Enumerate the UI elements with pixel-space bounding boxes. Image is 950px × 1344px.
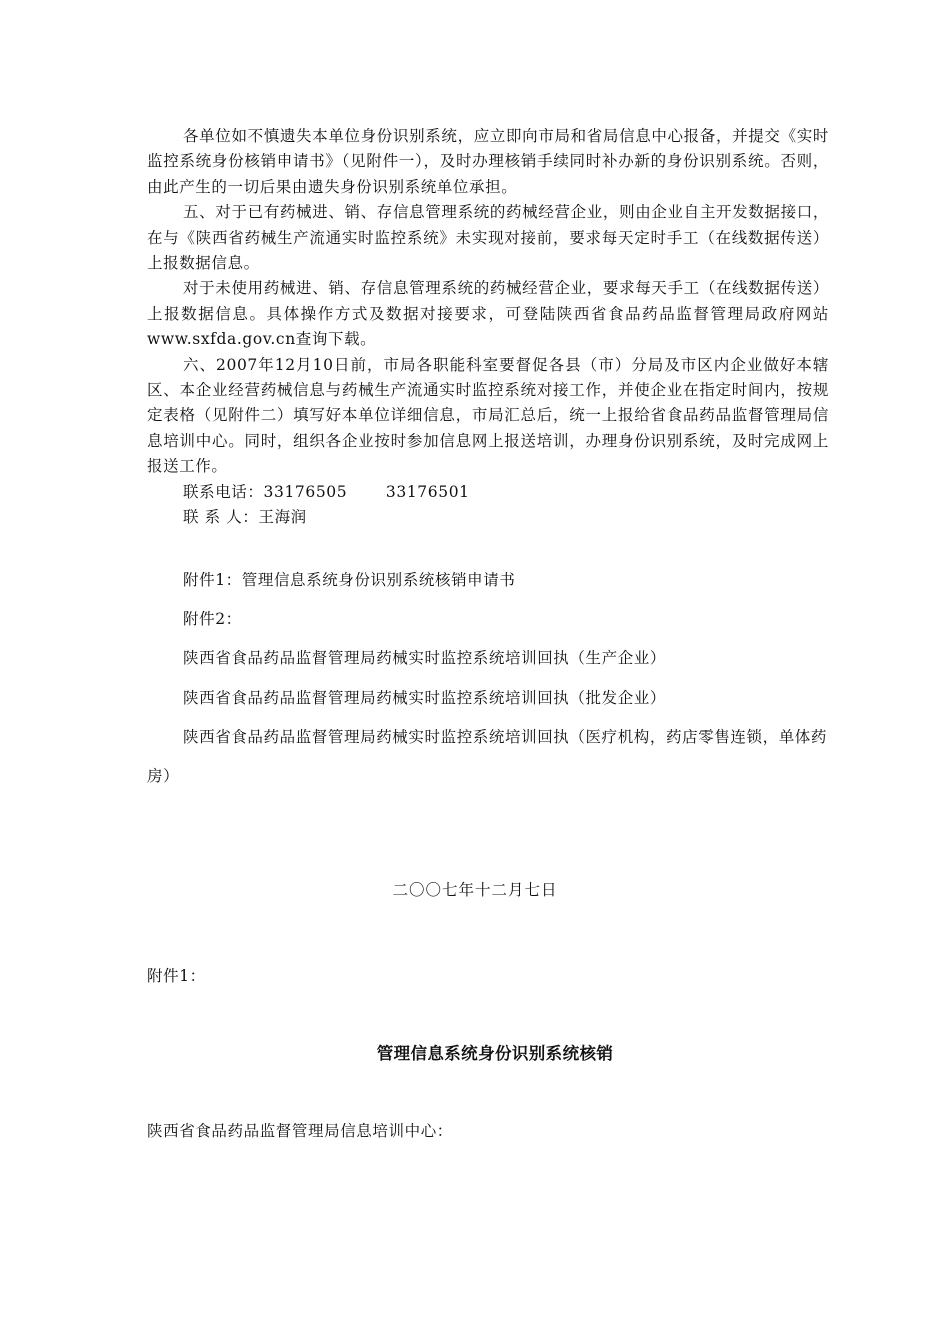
contact-person-label: 联 系 人： (183, 508, 259, 527)
attachment-2-wholesale: 陕西省食品药品监督管理局药械实时监控系统培训回执（批发企业） (183, 688, 667, 707)
contact-phone-row (147, 480, 829, 505)
paragraph-no-system: 对于未使用药械进、销、存信息管理系统的药械经营企业，要求每天手工（在线数据传送）上报数据信息。具体操作方式及数据对接要求，可登陆陕西省食品药品监督管理局政府网站www.sxfda.gov.cn查询下载。 (147, 279, 829, 349)
notice-body (147, 124, 829, 531)
contact-phone-label: 联系电话： (183, 482, 264, 501)
paragraph-item-five: 五、对于已有药械进、销、存信息管理系统的药械经营企业，则由企业自主开发数据接口，在与《陕西省药械生产流通实时监控系统》未实现对接前，要求每天定时手工（在线数据传送）上报数据信息。 (147, 203, 829, 273)
form-title: 管理信息系统身份识别系统核销 (376, 1044, 614, 1063)
paragraph-lost-identity: 各单位如不慎遗失本单位身份识别系统，应立即向市局和省局信息中心报备，并提交《实时监控系统身份核销申请书》（见附件一），及时办理核销手续同时补办新的身份识别系统。否则，由此产生的一切后果由遗失身份识别系统单位承担。 (147, 127, 829, 196)
salutation: 陕西省食品药品监督管理局信息培训中心： (147, 1122, 453, 1140)
contact-person-row (147, 505, 829, 530)
contact-phone-2: 33176501 (385, 482, 470, 501)
paragraph-item-six: 六、2007年12月10日前，市局各职能科室要督促各县（市）分局及市区内企业做好本辖区、本企业经营药械信息与药械生产流通实时监控系统对接工作，并使企业在指定时间内，按规定表格（见附件二）填写好本单位详细信息，市局汇总后，统一上报给省食品药品监督管理局信息培训中心。同时，组织各企业按时参加信息网上报送培训，办理身份识别系统，及时完成网上报送工作。 (147, 355, 829, 476)
attachment-1: 附件1：管理信息系统身份识别系统核销申请书 (183, 571, 516, 589)
attachment-list (147, 561, 837, 796)
contact-phone-1: 33176505 (263, 482, 348, 501)
attachment-2-medical-retail: 陕西省食品药品监督管理局药械实时监控系统培训回执（医疗机构，药店零售连锁，单体药房） (147, 727, 828, 786)
document-date: 二〇〇七年十二月七日 (392, 881, 558, 899)
contact-person-name: 王海润 (258, 508, 307, 527)
attachment-2: 附件2： (183, 610, 242, 629)
annex-label: 附件1： (147, 967, 206, 985)
attachment-2-production: 陕西省食品药品监督管理局药械实时监控系统培训回执（生产企业） (183, 649, 667, 668)
